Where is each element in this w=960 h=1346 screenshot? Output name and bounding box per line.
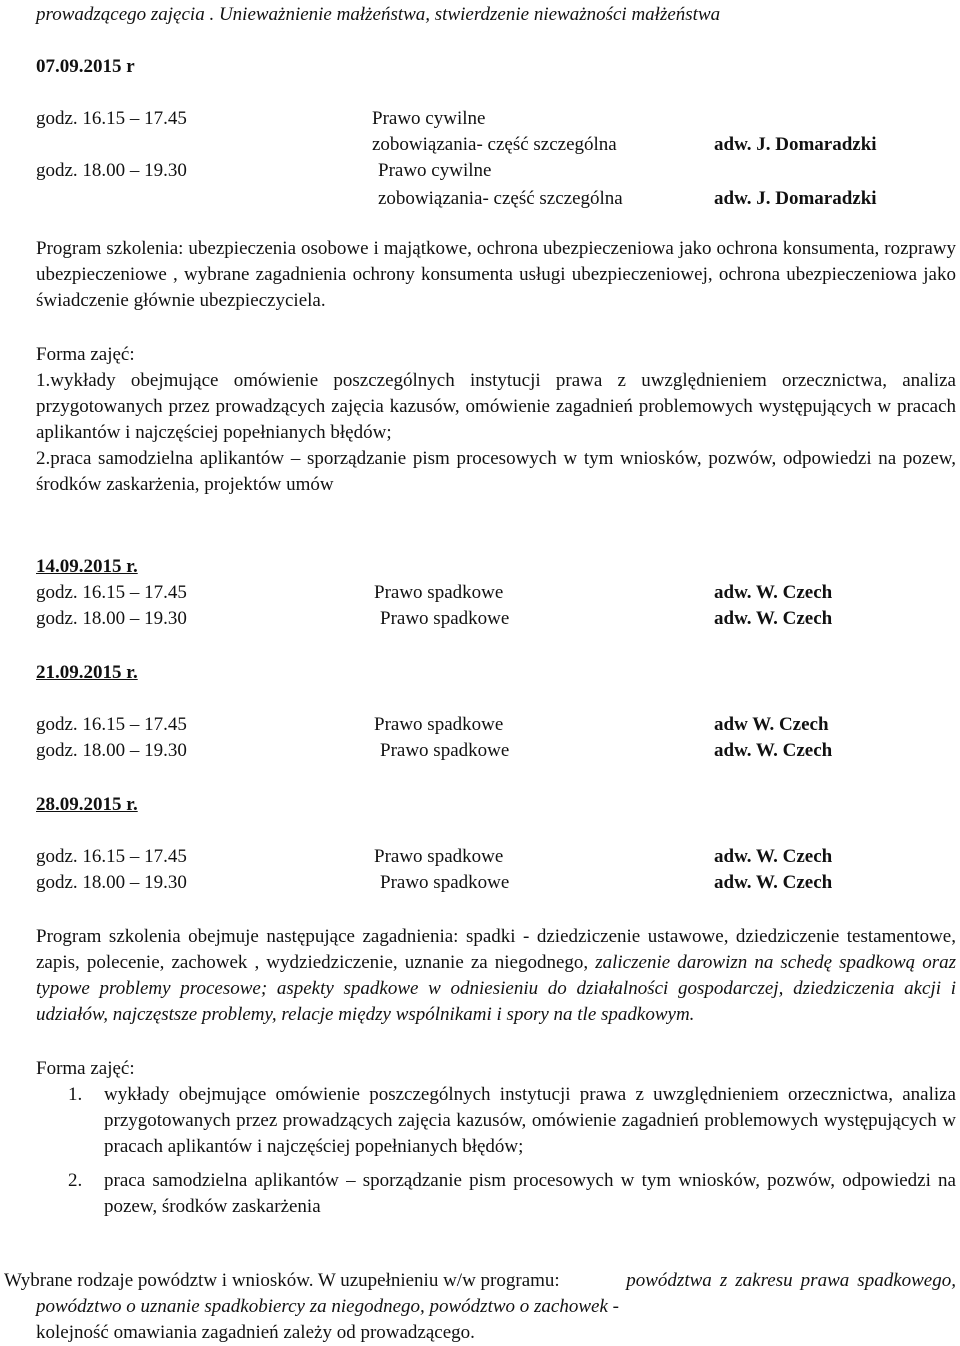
lecturer: adw. J. Domaradzki	[714, 188, 877, 209]
date-heading-1: 07.09.2015 r	[36, 56, 135, 77]
footer-paragraph	[36, 1268, 956, 1320]
lecturer: adw. W. Czech	[714, 582, 833, 603]
program-text-italic: zaliczenie darowizn na schedę spadkową oraz typowe problemy procesowe; aspekty spadkowe w odniesieniu do działalności gospodarczej, dziedziczenia akcji i udziałów, najczęstsze problemy, relacje między wspólnikami i spory na tle spadkowym.	[36, 952, 956, 1025]
lecturer: adw. W. Czech	[714, 740, 833, 761]
program-text: Program szkolenia obejmuje następujące zagadnienia: spadki - dziedziczenie ustawowe, dziedziczenie testamentowe, zapis, polecenie, zachowek , wydziedziczenie, uznanie za niegodnego,	[36, 926, 956, 973]
time-slot: godz. 18.00 – 19.30	[36, 160, 187, 181]
date-heading-3: 21.09.2015 r.	[36, 662, 138, 683]
subject: Prawo spadkowe	[374, 582, 504, 603]
lecturer: adw. W. Czech	[714, 608, 833, 629]
list-item-text: praca samodzielna aplikantów – sporządzanie pism procesowych w tym wniosków, pozwów, odpowiedzi na pozew, środków zaskarżenia	[104, 1170, 956, 1217]
subject: Prawo spadkowe	[380, 740, 510, 761]
date-heading-4: 28.09.2015 r.	[36, 794, 138, 815]
time-slot: godz. 16.15 – 17.45	[36, 714, 187, 735]
lecturer: adw. J. Domaradzki	[714, 134, 877, 155]
subject: Prawo spadkowe	[374, 846, 504, 867]
program-paragraph-2	[36, 924, 956, 1028]
list-number: 1.	[68, 1084, 83, 1105]
time-slot: godz. 18.00 – 19.30	[36, 740, 187, 761]
forma-label: Forma zajęć:	[36, 344, 135, 365]
forma-item-2: 2.praca samodzielna aplikantów – sporządzanie pism procesowych w tym wniosków, pozwów, odpowiedzi na pozew, środków zaskarżenia, projektów umów	[36, 448, 956, 495]
header-line: prowadzącego zajęcia . Unieważnienie małżeństwa, stwierdzenie nieważności małżeństwa	[36, 4, 721, 25]
subject: Prawo spadkowe	[380, 608, 510, 629]
forma-label: Forma zajęć:	[36, 1058, 135, 1079]
time-slot: godz. 18.00 – 19.30	[36, 608, 187, 629]
lecturer: adw W. Czech	[714, 714, 829, 735]
lecturer: adw. W. Czech	[714, 846, 833, 867]
footer-italic: powództwa z zakresu prawa spadkowego, powództwo o uznanie spadkobiercy za niegodnego, powództwo o zachowek -	[36, 1270, 956, 1317]
subject: Prawo cywilne	[378, 160, 492, 181]
footer-tail: kolejność omawiania zagadnień zależy od prowadzącego.	[36, 1322, 475, 1343]
subject: Prawo spadkowe	[374, 714, 504, 735]
date-heading-2: 14.09.2015 r.	[36, 556, 138, 577]
list-item	[36, 1082, 956, 1160]
time-slot: godz. 16.15 – 17.45	[36, 582, 187, 603]
footer-text: Wybrane rodzaje powództw i wniosków. W uzupełnieniu w/w programu:	[4, 1270, 560, 1291]
program-paragraph: Program szkolenia: ubezpieczenia osobowe i majątkowe, ochrona ubezpieczeniowa jako ochrona konsumenta, rozprawy ubezpieczeniowe , wybrane zagadnienia ochrony konsumenta usługi ubezpieczeniowej, ochrona ubezpieczeniowa jako świadczenie głównie ubezpieczyciela.	[36, 238, 956, 311]
subject-detail: zobowiązania- część szczególna	[372, 134, 617, 155]
forma-list	[36, 1082, 956, 1220]
subject-detail: zobowiązania- część szczególna	[378, 188, 623, 209]
time-slot: godz. 18.00 – 19.30	[36, 872, 187, 893]
time-slot: godz. 16.15 – 17.45	[36, 846, 187, 867]
forma-item-1: 1.wykłady obejmujące omówienie poszczególnych instytucji prawa z uwzględnieniem orzecznictwa, analiza przygotowanych przez prowadzących zajęcia kazusów, omówienie zagadnień problemowych występujących w pracach aplikantów i najczęściej popełnianych błędów;	[36, 370, 956, 443]
list-item	[36, 1168, 956, 1220]
list-number: 2.	[68, 1170, 83, 1191]
list-item-text: wykłady obejmujące omówienie poszczególnych instytucji prawa z uwzględnieniem orzecznictwa, analiza przygotowanych przez prowadzących zajęcia kazusów, omówienie zagadnień problemowych występujących w pracach aplikantów i najczęściej popełnianych błędów;	[104, 1084, 956, 1157]
time-slot: godz. 16.15 – 17.45	[36, 108, 187, 129]
lecturer: adw. W. Czech	[714, 872, 833, 893]
subject: Prawo spadkowe	[380, 872, 510, 893]
subject: Prawo cywilne	[372, 108, 486, 129]
